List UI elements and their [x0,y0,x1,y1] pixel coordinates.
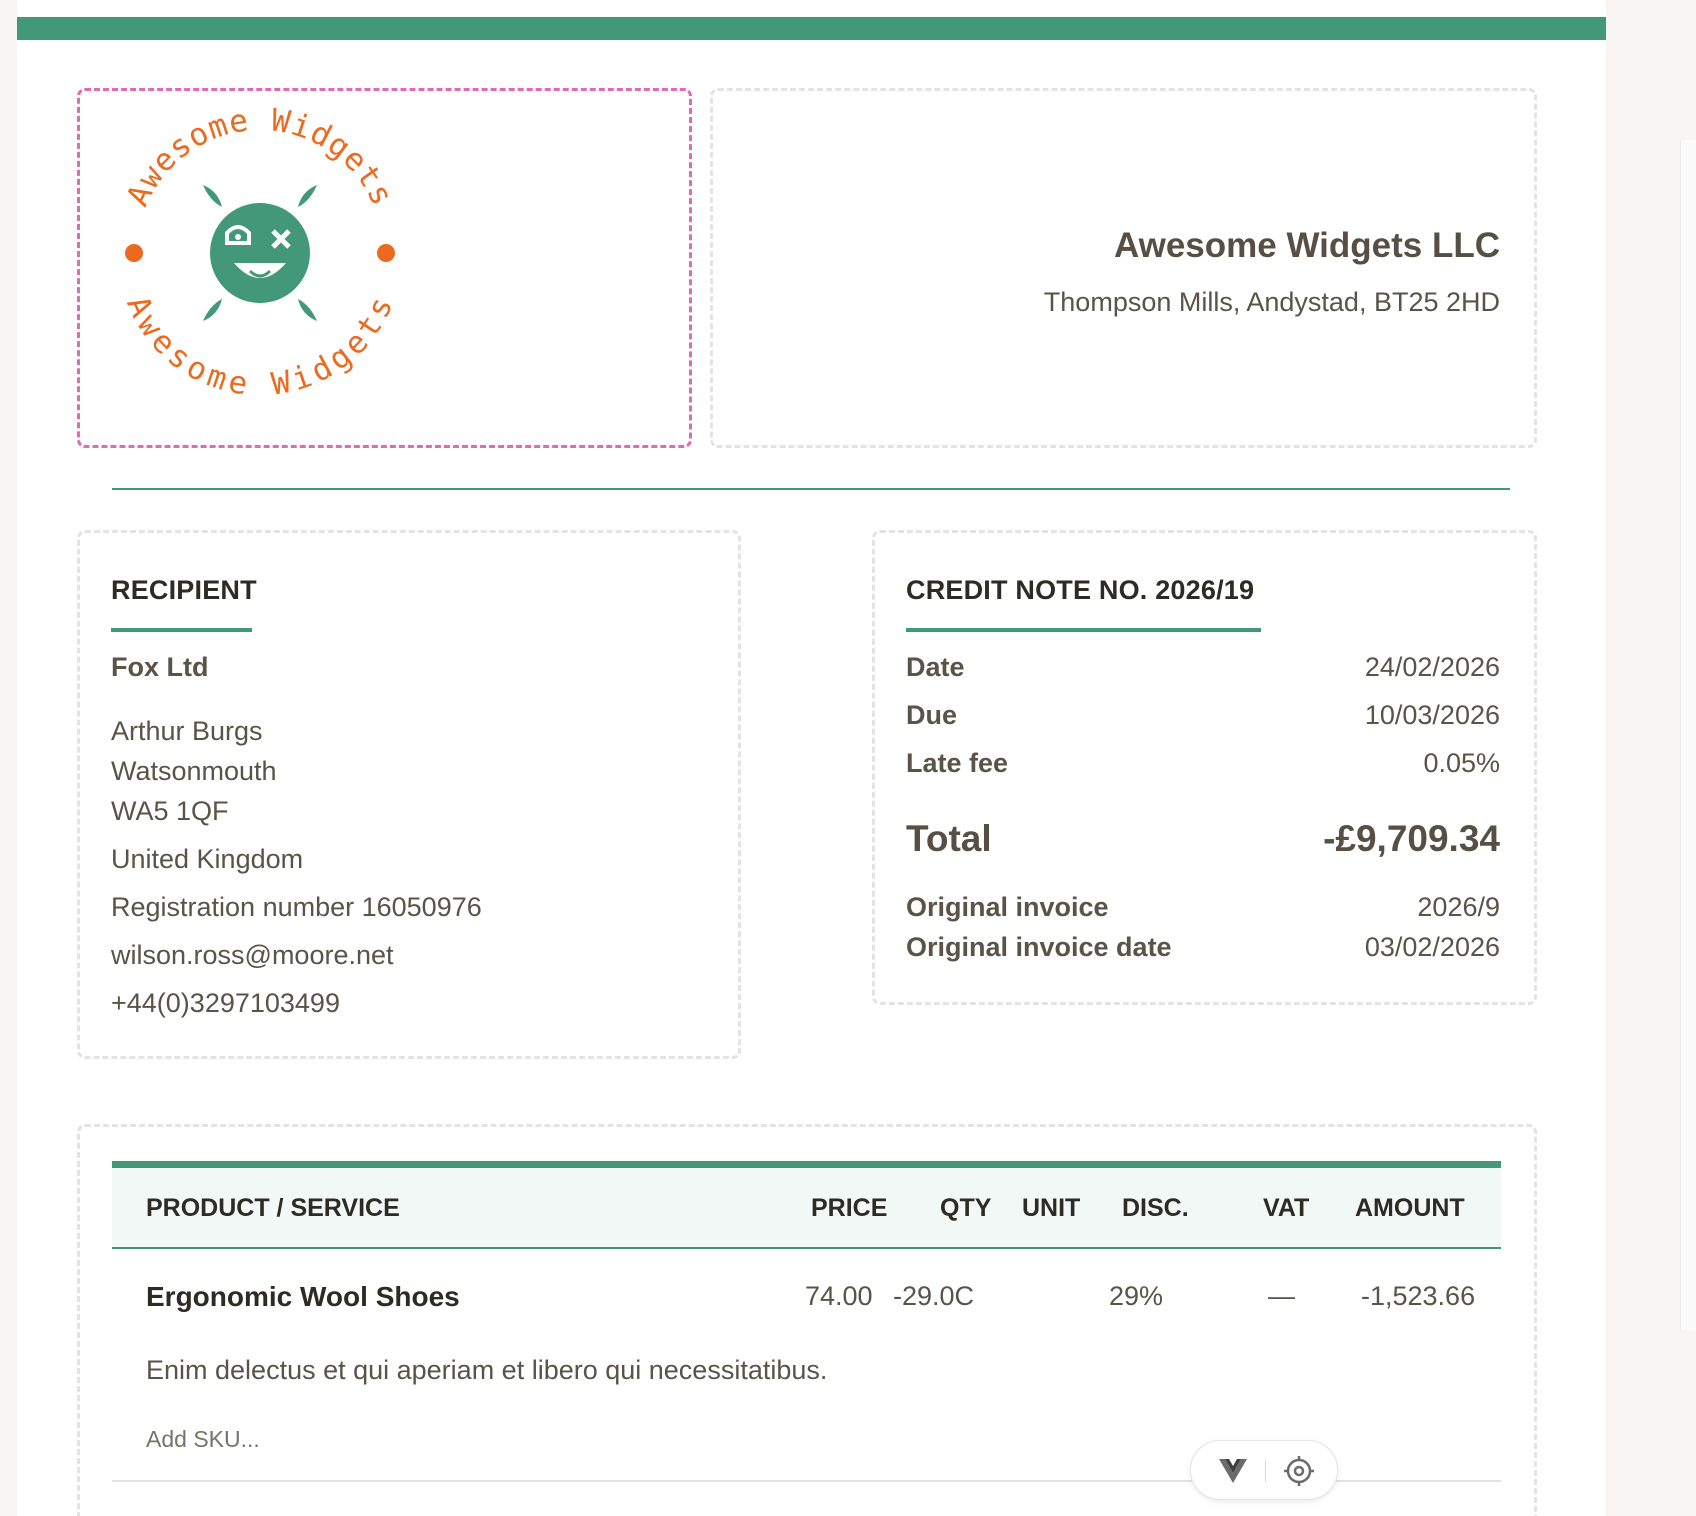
svg-text:Awesome Widgets [119,291,401,403]
floating-toolbar [1190,1440,1338,1500]
recipient-name: Fox Ltd [111,652,209,682]
date-value: 24/02/2026 [1364,652,1500,682]
recipient-postcode: WA5 1QF [111,796,229,826]
company-address: Thompson Mills, Andystad, BT25 2HD [1043,287,1500,317]
recipient-box[interactable] [77,530,741,1059]
vue-logo-icon[interactable] [1218,1458,1248,1484]
late-fee-label: Late fee [906,748,1009,778]
late-fee-value: 0.05% [1423,748,1500,778]
item-qty[interactable]: -29.0C [893,1281,975,1311]
header-amount: AMOUNT [1355,1194,1465,1222]
header-qty: QTY [940,1194,992,1222]
header-divider [112,488,1510,490]
logo-box[interactable] [77,88,692,448]
svg-text:Awesome Widgets [120,103,400,212]
header-product: PRODUCT / SERVICE [146,1194,400,1222]
due-value: 10/03/2026 [1364,700,1500,730]
logo-ring-text-top: Awesome Widgets [119,103,401,212]
total-label: Total [906,818,992,859]
original-invoice-date-value: 03/02/2026 [1364,932,1500,962]
item-amount: -1,523.66 [1361,1281,1476,1311]
recipient-title: RECIPIENT [111,575,257,605]
original-invoice-date-label: Original invoice date [906,932,1172,962]
header-vat: VAT [1263,1194,1310,1222]
item-sku-input[interactable]: Add SKU... [146,1426,260,1452]
crosshair-icon[interactable] [1284,1456,1314,1486]
credit-note-title: CREDIT NOTE NO. 2026/19 [906,575,1255,605]
recipient-country: United Kingdom [111,844,304,874]
credit-note-details-box[interactable] [872,530,1537,1005]
due-label: Due [906,700,958,730]
header-price: PRICE [811,1194,888,1222]
header-disc: DISC. [1122,1194,1189,1222]
logo-ring-text-bottom: Awesome Widgets [118,290,402,403]
toolbar-separator [1265,1460,1266,1482]
recipient-email: wilson.ross@moore.net [111,940,394,970]
date-label: Date [906,652,965,682]
item-discount[interactable]: 29% [1109,1281,1164,1311]
recipient-title-underline [111,628,252,632]
item-product-name[interactable]: Ergonomic Wool Shoes [146,1281,460,1312]
credit-note-title-underline [906,628,1261,632]
header-unit: UNIT [1022,1194,1081,1222]
company-logo [110,103,410,403]
side-panel-edge [1680,140,1696,1330]
total-value: -£9,709.34 [1323,818,1500,859]
recipient-city: Watsonmouth [111,756,277,786]
table-header [112,1168,1501,1249]
item-price[interactable]: 74.00 [805,1281,873,1311]
table-accent-bar [112,1161,1501,1168]
recipient-contact: Arthur Burgs [111,716,263,746]
original-invoice-label: Original invoice [906,892,1109,922]
recipient-phone: +44(0)3297103499 [111,988,340,1018]
credit-note-page [17,0,1606,1516]
item-vat[interactable]: — [1268,1281,1295,1311]
recipient-registration: Registration number 16050976 [111,892,482,922]
original-invoice-value: 2026/9 [1417,892,1500,922]
company-info-box[interactable] [710,88,1537,448]
item-description[interactable]: Enim delectus et qui aperiam et libero qui necessitatibus. [146,1355,828,1385]
company-name: Awesome Widgets LLC [1113,226,1500,265]
accent-top-bar [17,17,1606,40]
